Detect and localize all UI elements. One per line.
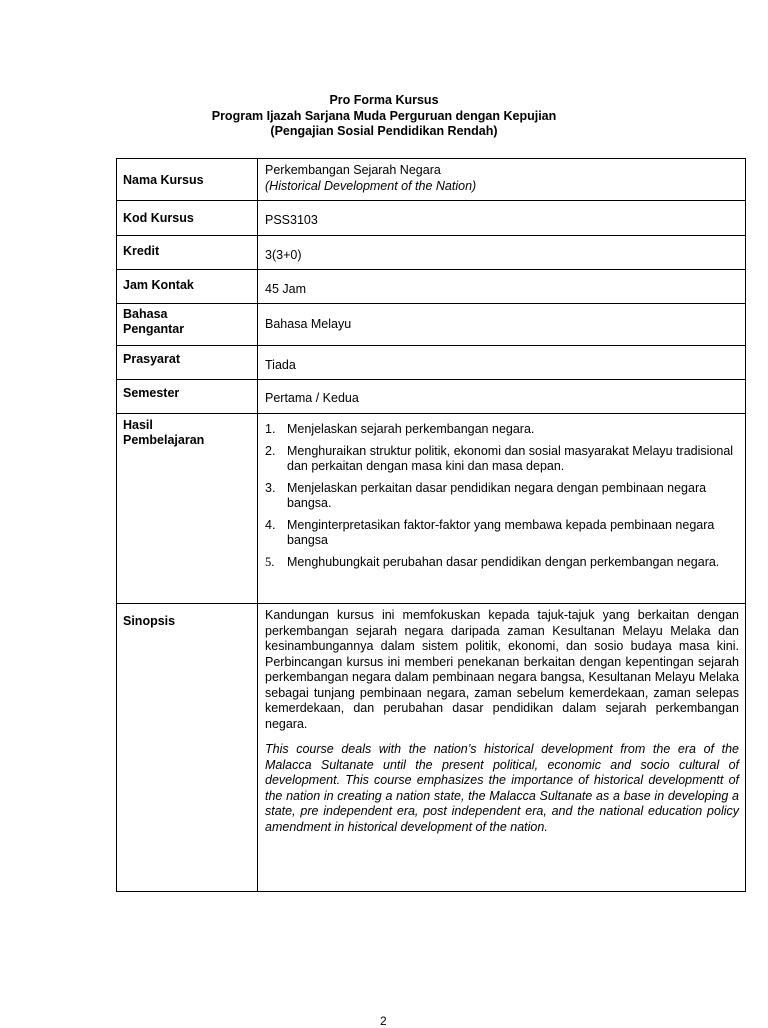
list-item — [265, 481, 739, 512]
bahasa-pengantar-label — [117, 304, 258, 346]
semester-value: Pertama / Kedua — [258, 380, 746, 414]
header-title: Pro Forma Kursus — [329, 93, 439, 107]
table-row — [117, 201, 746, 236]
outcome-text: Menginterpretasikan faktor-faktor yang membawa kepada pembinaan negara bangsa — [287, 517, 715, 547]
kredit-value: 3(3+0) — [258, 236, 746, 270]
page-number: 2 — [380, 1014, 387, 1028]
list-item — [265, 518, 739, 549]
learning-outcomes-list — [265, 418, 739, 570]
jam-kontak-value: 45 Jam — [258, 270, 746, 304]
table-row — [117, 304, 746, 346]
table-row — [117, 270, 746, 304]
table-row — [117, 236, 746, 270]
synopsis-english: This course deals with the nation’s historical development from the era of the Malacca Sultanate until the present political, economic and socio cultural of development. This course emphasizes the importance of historical developmentt of the nation in creating a nation state, the Malacca Sultanate as a base in developing a state, pre independent era, post independent era, and the national education policy amendment in historical development of the nation. — [265, 742, 739, 834]
outcome-text: Menghubungkait perubahan dasar pendidikan dengan perkembangan negara. — [287, 554, 720, 569]
kod-kursus-label: Kod Kursus — [117, 201, 258, 236]
list-item — [265, 444, 739, 475]
table-row — [117, 159, 746, 201]
outcome-text: Menjelaskan sejarah perkembangan negara. — [287, 422, 535, 436]
outcome-number: 4. — [265, 517, 276, 532]
bahasa-label-line2: Pengantar — [123, 322, 185, 336]
hasil-pembelajaran-label — [117, 414, 258, 604]
bahasa-label-line1: Bahasa — [123, 307, 168, 321]
outcome-number: 5. — [265, 554, 275, 569]
table-row — [117, 414, 746, 604]
outcome-number: 3. — [265, 480, 276, 495]
kod-kursus-value: PSS3103 — [258, 201, 746, 236]
course-name-en: (Historical Development of the Nation) — [265, 178, 477, 193]
sinopsis-label: Sinopsis — [117, 604, 258, 892]
list-item — [265, 555, 739, 571]
outcome-number: 1. — [265, 422, 276, 436]
table-row — [117, 604, 746, 892]
bahasa-pengantar-value: Bahasa Melayu — [258, 304, 746, 346]
semester-label: Semester — [117, 380, 258, 414]
hasil-label-line2: Pembelajaran — [123, 433, 205, 447]
kredit-label: Kredit — [117, 236, 258, 270]
table-row — [117, 380, 746, 414]
sinopsis-value — [258, 604, 746, 892]
hasil-pembelajaran-value — [258, 414, 746, 604]
outcome-number: 2. — [265, 443, 276, 458]
course-name-ms: Perkembangan Sejarah Negara — [265, 163, 441, 177]
synopsis-malay: Kandungan kursus ini memfokuskan kepada tajuk-tajuk yang berkaitan dengan perkembangan sejarah negara daripada zaman Kesultanan Melayu Melaka dan kesinambungannya dalam sistem politik, ekonomi, dan sosio budaya masa kini. Perbincangan kursus ini memberi penekanan berkaitan dengan kepentingan sejarah perkembangan negara dalam pembinaan negara bangsa, Kesultanan Melayu Melaka sebagai tunjang pembinaan negara, zaman sebelum kemerdekaan, zaman selepas kemerdekaan, dan perubahan dasar pendidikan dalam sejarah perkembangan negara. — [265, 608, 739, 731]
list-item — [265, 422, 739, 438]
document-header — [0, 93, 768, 140]
hasil-label-line1: Hasil — [123, 418, 153, 432]
pro-forma-table — [116, 158, 746, 892]
jam-kontak-label: Jam Kontak — [117, 270, 258, 304]
header-program: Program Ijazah Sarjana Muda Perguruan dengan Kepujian — [211, 108, 557, 123]
nama-kursus-value — [258, 159, 746, 201]
header-specialization: (Pengajian Sosial Pendidikan Rendah) — [270, 124, 498, 138]
table-row — [117, 346, 746, 380]
outcome-text: Menghuraikan struktur politik, ekonomi dan sosial masyarakat Melayu tradisional dan perkaitan dengan masa kini dan masa depan. — [287, 443, 734, 473]
nama-kursus-label: Nama Kursus — [117, 159, 258, 201]
prasyarat-value: Tiada — [258, 346, 746, 380]
prasyarat-label: Prasyarat — [117, 346, 258, 380]
outcome-text: Menjelaskan perkaitan dasar pendidikan negara dengan pembinaan negara bangsa. — [287, 480, 707, 510]
